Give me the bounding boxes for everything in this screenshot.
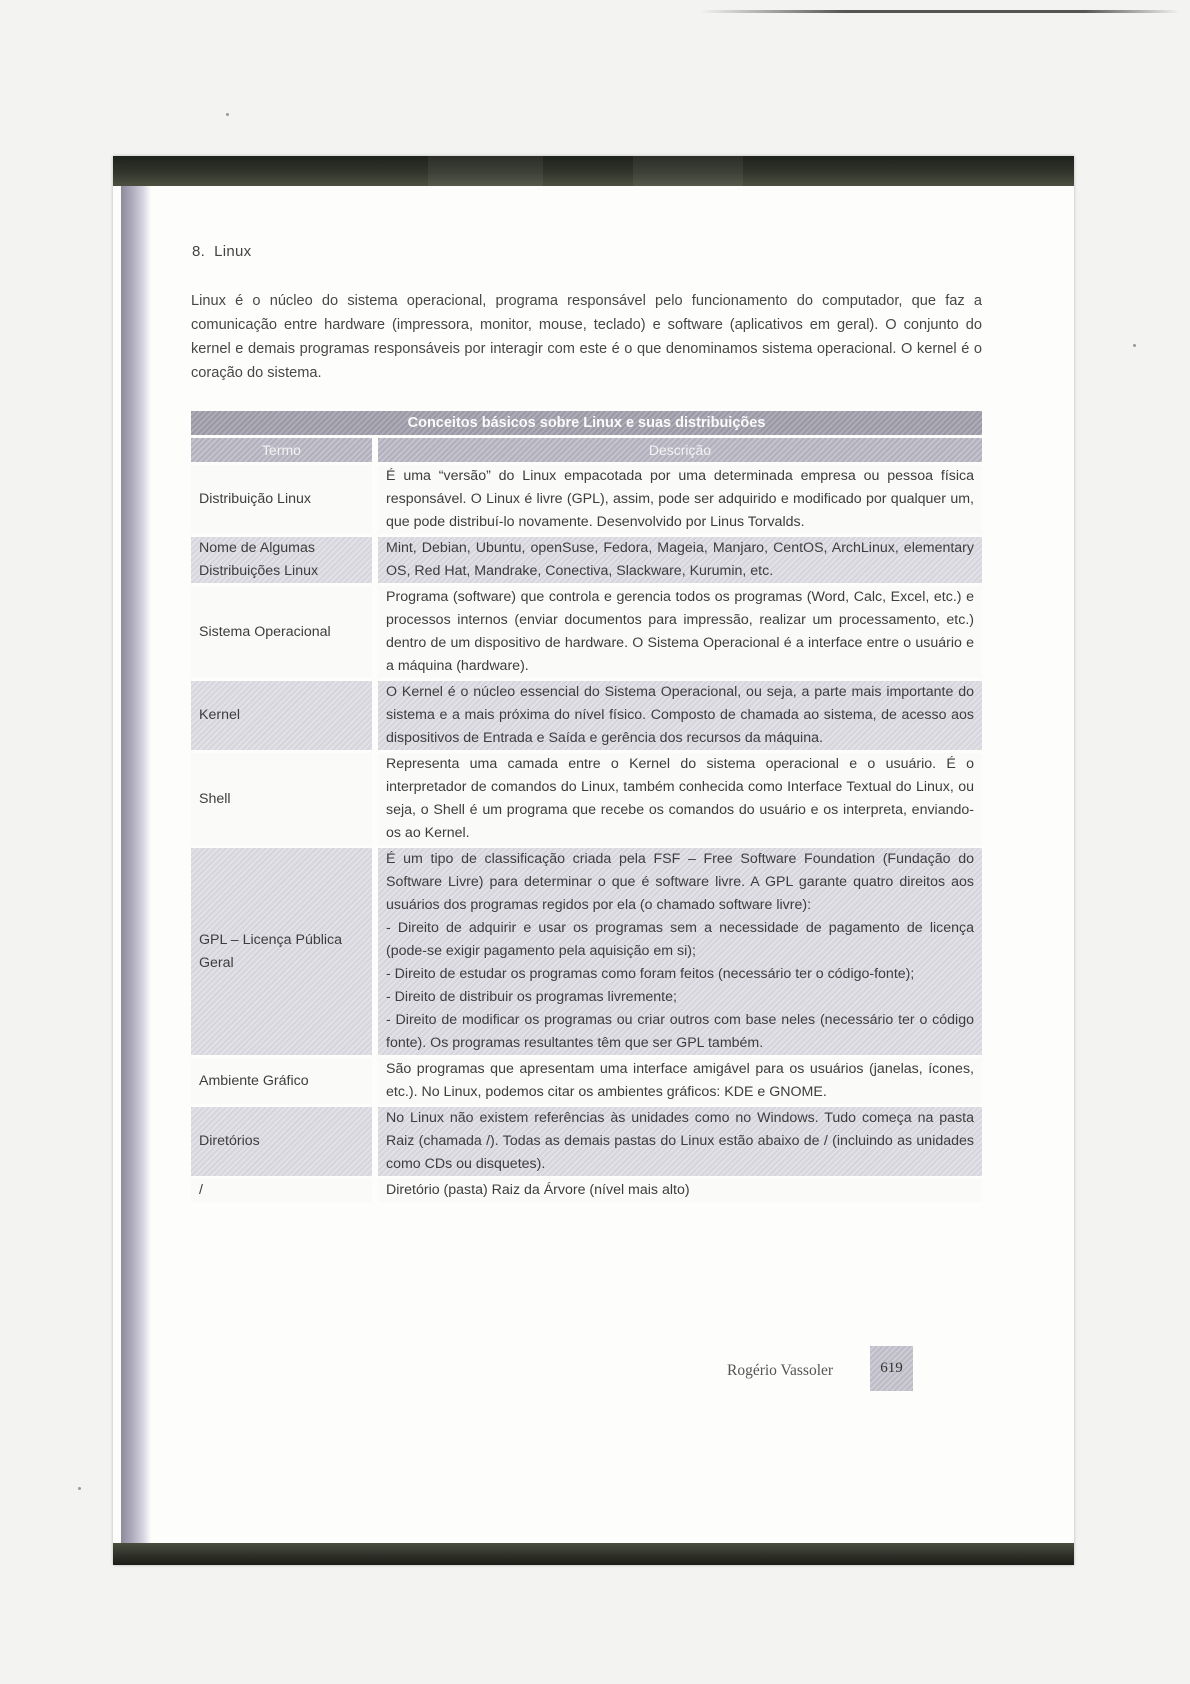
- term-cell: Shell: [191, 753, 372, 845]
- table-row: [191, 753, 982, 845]
- description-cell: [378, 681, 982, 750]
- description-line: No Linux não existem referências às unidades como no Windows. Tudo começa na pasta Raiz (chamada /). Todas as demais pastas do Linux estão abaixo de / (incluindo as unidades como CDs ou disquetes).: [386, 1110, 974, 1172]
- term-cell: Ambiente Gráfico: [191, 1058, 372, 1104]
- term-cell: Distribuição Linux: [191, 465, 372, 534]
- term-cell: GPL – Licença Pública Geral: [191, 848, 372, 1055]
- term-cell: Sistema Operacional: [191, 586, 372, 678]
- table-row: [191, 586, 982, 678]
- intro-paragraph: Linux é o núcleo do sistema operacional, programa responsável pelo funcionamento do computador, que faz a comunicação entre hardware (impressora, monitor, mouse, teclado) e software (aplicativos em geral). O conjunto do kernel e demais programas responsáveis por interagir com este é o que denominamos sistema operacional. O kernel é o coração do sistema.: [191, 293, 982, 381]
- page-spine-bar: [121, 186, 151, 1543]
- description-line: É um tipo de classificação criada pela FSF – Free Software Foundation (Fundação do Software Livre) para determinar o que é software livre. A GPL garante quatro direitos aos usuários dos programas regidos por ela (o chamado software livre):: [386, 851, 974, 913]
- scan-speck: [1133, 344, 1136, 347]
- description-cell: [378, 537, 982, 583]
- term-cell: Kernel: [191, 681, 372, 750]
- column-header-term: Termo: [191, 438, 372, 462]
- chapter-number: 8.: [192, 243, 206, 260]
- description-line: Mint, Debian, Ubuntu, openSuse, Fedora, Mageia, Manjaro, CentOS, ArchLinux, elementary OS, Red Hat, Mandrake, Conectiva, Slackware, Kurumin, etc.: [386, 540, 974, 579]
- table-row: [191, 1107, 982, 1176]
- page-footer-band: [113, 1543, 1074, 1565]
- page-header-band: [113, 156, 1074, 186]
- table-header-row: [191, 438, 982, 462]
- table-row: [191, 1058, 982, 1104]
- description-cell: [378, 1179, 982, 1202]
- description-cell: [378, 848, 982, 1055]
- footer-author: Rogério Vassoler: [727, 1362, 834, 1379]
- table-row: [191, 681, 982, 750]
- description-line: Programa (software) que controla e gerencia todos os programas (Word, Calc, Excel, etc.) e processos internos (enviar documentos para impressão, realizar um processamento, etc.) dentro de um dispositivo de hardware. O Sistema Operacional é a interface entre o usuário e a máquina (hardware).: [386, 589, 974, 674]
- description-cell: [378, 586, 982, 678]
- description-cell: [378, 465, 982, 534]
- table-title-row: [191, 411, 982, 435]
- term-cell: Diretórios: [191, 1107, 372, 1176]
- concepts-table: [191, 408, 982, 1205]
- page-number: 619: [870, 1346, 913, 1391]
- table-row: [191, 465, 982, 534]
- description-cell: [378, 1107, 982, 1176]
- description-line: Representa uma camada entre o Kernel do sistema operacional e o usuário. É o interpretador de comandos do Linux, também conhecida como Interface Textual do Linux, ou seja, o Shell é um programa que recebe os comandos do usuário e os interpreta, enviando-os ao Kernel.: [386, 756, 974, 841]
- description-cell: [378, 1058, 982, 1104]
- book-page: [113, 156, 1074, 1565]
- description-line: São programas que apresentam uma interface amigável para os usuários (janelas, ícones, etc.). No Linux, podemos citar os ambientes gráficos: KDE e GNOME.: [386, 1061, 974, 1100]
- chapter-title: Linux: [214, 243, 252, 260]
- chapter-heading: [192, 243, 251, 260]
- scan-speck: [78, 1487, 81, 1490]
- term-cell: Nome de Algumas Distribuições Linux: [191, 537, 372, 583]
- description-cell: [378, 753, 982, 845]
- description-line: - Direito de estudar os programas como foram feitos (necessário ter o código-fonte);: [386, 966, 915, 982]
- scan-edge-line: [700, 10, 1180, 13]
- term-cell: /: [191, 1179, 372, 1202]
- table-title: Conceitos básicos sobre Linux e suas distribuições: [191, 411, 982, 435]
- description-line: - Direito de adquirir e usar os programas sem a necessidade de pagamento de licença (pode-se exigir pagamento pela aquisição em si);: [386, 920, 974, 959]
- scan-speck: [226, 113, 229, 116]
- table-row: [191, 848, 982, 1055]
- description-line: - Direito de distribuir os programas livremente;: [386, 989, 677, 1005]
- table-row: [191, 1179, 982, 1202]
- description-line: Diretório (pasta) Raiz da Árvore (nível mais alto): [386, 1182, 690, 1198]
- description-line: O Kernel é o núcleo essencial do Sistema Operacional, ou seja, a parte mais importante do sistema e a mais próxima do nível físico. Composto de chamada ao sistema, de acesso aos dispositivos de Entrada e Saída e gerência dos recursos da máquina.: [386, 684, 974, 746]
- description-line: É uma “versão” do Linux empacotada por uma determinada empresa ou pessoa física responsável. O Linux é livre (GPL), assim, pode ser adquirido e modificado por qualquer um, que pode distribuí-lo novamente. Desenvolvido por Linus Torvalds.: [386, 468, 974, 530]
- table-row: [191, 537, 982, 583]
- column-header-description: Descrição: [378, 438, 982, 462]
- description-line: - Direito de modificar os programas ou criar outros com base neles (necessário ter o código fonte). Os programas resultantes têm que ser GPL também.: [386, 1012, 974, 1051]
